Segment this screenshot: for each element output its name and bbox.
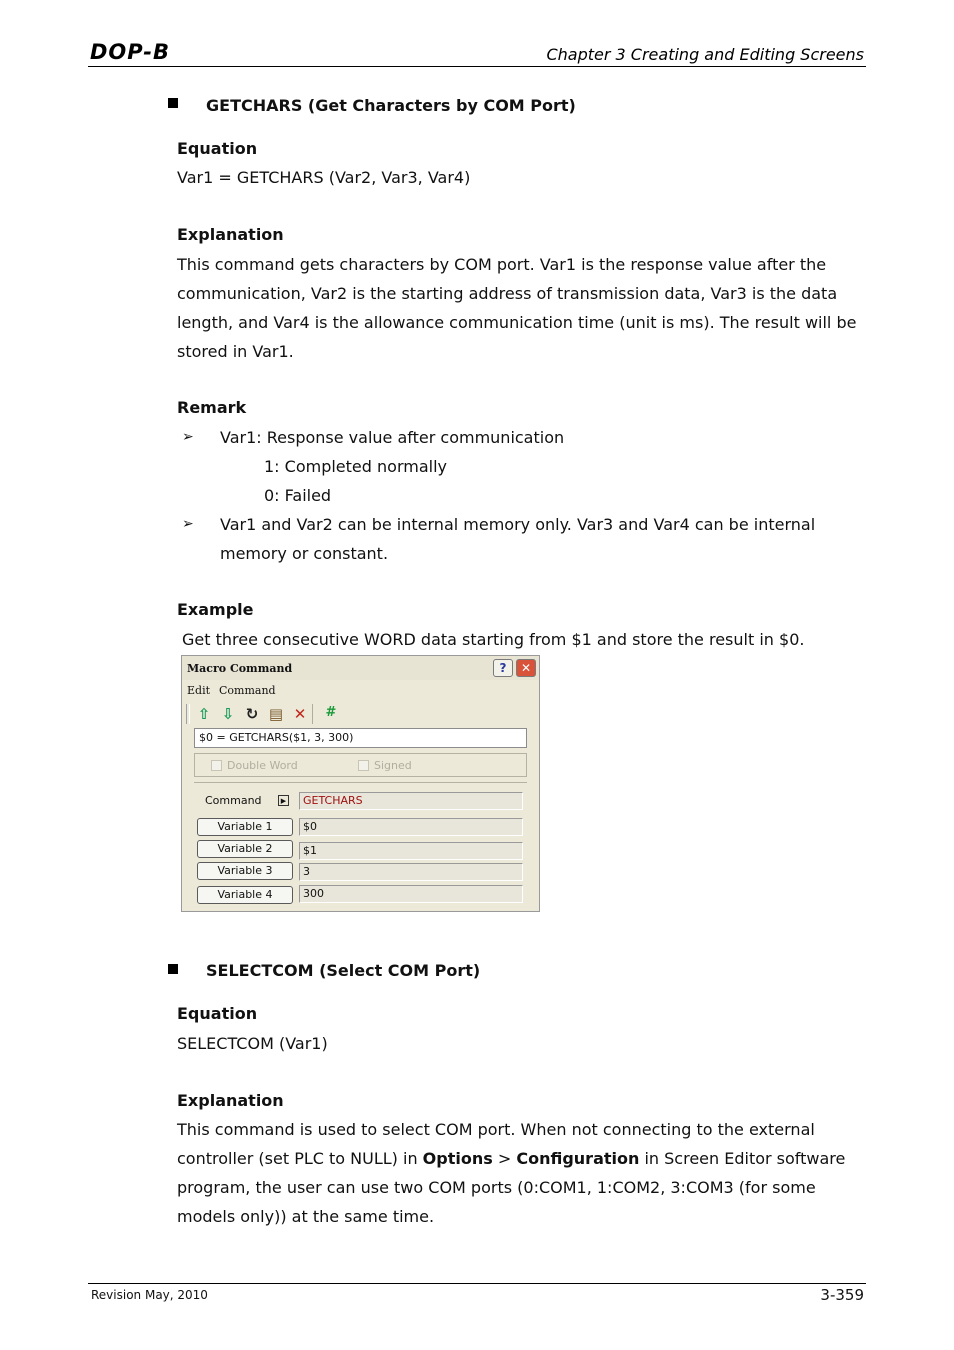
expression-field[interactable]: $0 = GETCHARS($1, 3, 300): [194, 728, 527, 748]
selectcom-equation: SELECTCOM (Var1): [177, 1034, 328, 1053]
toolbar-divider: [312, 704, 313, 724]
option-group: [194, 753, 527, 777]
variable-2-button[interactable]: Variable 2: [197, 840, 293, 858]
command-label: [196, 793, 294, 809]
selectcom-explanation: [177, 1115, 867, 1231]
configuration-menu-ref: Configuration: [516, 1149, 640, 1168]
selectcom-explanation-part2: in Screen Editor software program, the user can use two COM ports (0:COM1, 1:COM2, 3:COM3 (for some models only)) at the same time.: [177, 1149, 846, 1226]
getchars-example-heading: Example: [177, 600, 254, 619]
signed-checkbox[interactable]: [358, 760, 369, 771]
macro-command-dialog: [181, 655, 540, 912]
variable-3-button[interactable]: Variable 3: [197, 862, 293, 880]
menu-separator: >: [492, 1149, 517, 1168]
arrow-bullet-icon: ➢: [182, 516, 194, 532]
dialog-title: Macro Command: [187, 662, 293, 675]
section-bullet-icon: [168, 98, 178, 108]
menu-command[interactable]: Command: [219, 684, 276, 697]
options-menu-ref: Options: [422, 1149, 493, 1168]
delete-icon[interactable]: ✕: [293, 705, 307, 723]
variable-2-field[interactable]: $1: [299, 842, 523, 860]
hash-icon[interactable]: #: [325, 705, 337, 720]
move-down-icon[interactable]: ⇩: [221, 705, 235, 723]
getchars-equation-heading: Equation: [177, 139, 258, 158]
command-field[interactable]: GETCHARS: [299, 792, 523, 810]
selectcom-equation-heading: Equation: [177, 1004, 258, 1023]
selectcom-explanation-part1: This command is used to select COM port. When not connecting to the external controller (set PLC to NULL) in: [177, 1120, 815, 1168]
dialog-titlebar: [182, 656, 539, 680]
remark-var1: Var1: Response value after communication: [220, 428, 565, 447]
remark-var1-completed: 1: Completed normally: [264, 457, 447, 476]
command-picker-icon[interactable]: ▶: [278, 795, 289, 806]
group-divider: [194, 782, 527, 783]
revision-date: Revision May, 2010: [91, 1288, 208, 1302]
getchars-title: GETCHARS (Get Characters by COM Port): [206, 96, 576, 115]
chapter-title: Chapter 3 Creating and Editing Screens: [546, 45, 864, 64]
variable-1-button[interactable]: Variable 1: [197, 818, 293, 836]
section-bullet-icon: [168, 964, 178, 974]
selectcom-explanation-heading: Explanation: [177, 1091, 284, 1110]
getchars-remark-heading: Remark: [177, 398, 247, 417]
page-number: 3-359: [820, 1286, 864, 1304]
toolbar-separator: [186, 704, 190, 724]
footer-rule: [88, 1283, 866, 1284]
variable-3-field[interactable]: 3: [299, 863, 523, 881]
getchars-example: Get three consecutive WORD data starting from $1 and store the result in $0.: [182, 630, 805, 649]
double-word-label: Double Word: [227, 759, 298, 772]
getchars-explanation: This command gets characters by COM port. Var1 is the response value after the communication, Var2 is the starting address of transmission data, Var3 is the data length, and Var4 is the allowance communication time (unit is ms). The result will be stored in Var1.: [177, 255, 857, 361]
command-label-text: Command: [205, 794, 262, 807]
header-rule: [88, 66, 866, 67]
undo-icon[interactable]: ↻: [245, 705, 259, 723]
remark-var1-failed: 0: Failed: [264, 486, 332, 505]
getchars-equation: Var1 = GETCHARS (Var2, Var3, Var4): [177, 168, 471, 187]
remark-var-memory: Var1 and Var2 can be internal memory only. Var3 and Var4 can be internal memory or constant.: [220, 515, 816, 563]
help-button[interactable]: ?: [493, 659, 513, 677]
selectcom-title: SELECTCOM (Select COM Port): [206, 961, 481, 980]
getchars-explanation-heading: Explanation: [177, 225, 284, 244]
signed-label: Signed: [374, 759, 412, 772]
variable-4-field[interactable]: 300: [299, 885, 523, 903]
move-up-icon[interactable]: ⇧: [197, 705, 211, 723]
variable-4-button[interactable]: Variable 4: [197, 886, 293, 904]
arrow-bullet-icon: ➢: [182, 429, 194, 445]
dop-b-logo: DOP-B: [90, 40, 171, 64]
close-button[interactable]: ✕: [516, 659, 536, 677]
variable-1-field[interactable]: $0: [299, 818, 523, 836]
double-word-checkbox[interactable]: [211, 760, 222, 771]
paste-icon[interactable]: ▤: [268, 705, 284, 723]
menu-edit[interactable]: Edit: [187, 684, 211, 697]
